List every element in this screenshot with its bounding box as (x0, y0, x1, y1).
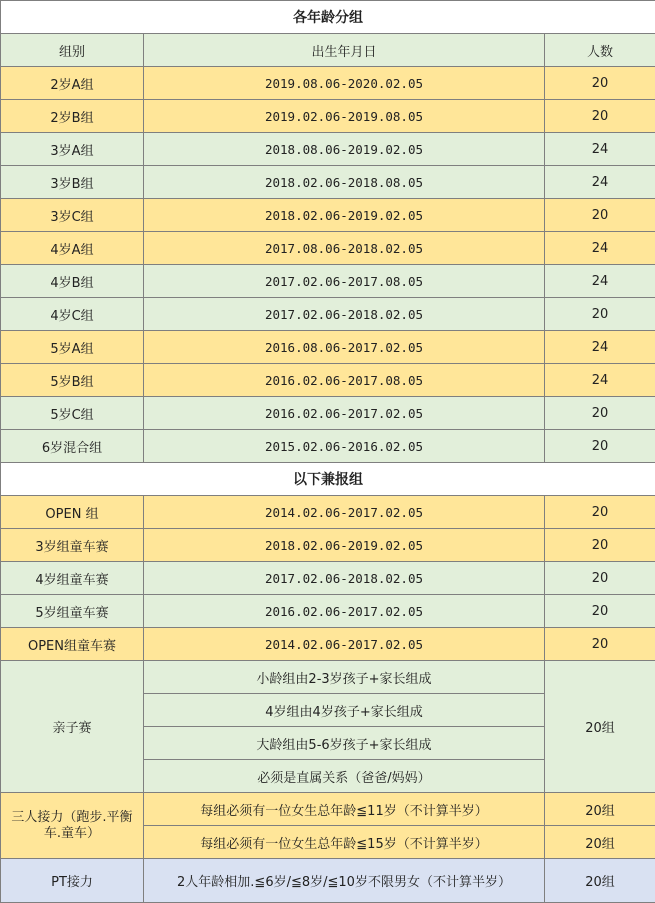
count-cell: 24 (545, 265, 655, 298)
group-cell: OPEN 组 (1, 496, 144, 529)
relay-count: 20组 (545, 826, 655, 859)
group-cell: 5岁A组 (1, 331, 144, 364)
table-row (1, 100, 655, 133)
parent-child-count: 20组 (545, 661, 655, 793)
table-row (1, 529, 655, 562)
count-cell: 24 (545, 232, 655, 265)
birth-cell: 2019.08.06-2020.02.05 (144, 67, 545, 100)
table-row (1, 430, 655, 463)
count-cell: 20 (545, 628, 655, 661)
relay-count: 20组 (545, 793, 655, 826)
section-title: 各年龄分组 (1, 1, 655, 34)
birth-cell: 2016.02.06-2017.02.05 (144, 397, 545, 430)
count-cell: 24 (545, 166, 655, 199)
count-cell: 20 (545, 397, 655, 430)
group-cell: 2岁A组 (1, 67, 144, 100)
header-group: 组别 (1, 34, 144, 67)
header-count: 人数 (545, 34, 655, 67)
count-cell: 20 (545, 298, 655, 331)
header-row (1, 34, 655, 67)
group-cell: 6岁混合组 (1, 430, 144, 463)
table-row (1, 232, 655, 265)
count-cell: 20 (545, 595, 655, 628)
relay-group: 三人接力（跑步.平衡车.童车） (1, 793, 144, 859)
table-row (1, 133, 655, 166)
table-row (1, 265, 655, 298)
section-title-row (1, 463, 655, 496)
count-cell: 20 (545, 67, 655, 100)
count-cell: 24 (545, 133, 655, 166)
relay-row (1, 793, 655, 826)
table-row (1, 496, 655, 529)
count-cell: 20 (545, 529, 655, 562)
birth-cell: 2016.08.06-2017.02.05 (144, 331, 545, 364)
parent-child-group: 亲子赛 (1, 661, 144, 793)
count-cell: 20 (545, 430, 655, 463)
table-row (1, 199, 655, 232)
group-cell: 4岁组童车赛 (1, 562, 144, 595)
parent-child-line: 4岁组由4岁孩子+家长组成 (144, 694, 545, 727)
header-birth: 出生年月日 (144, 34, 545, 67)
birth-cell: 2016.02.06-2017.02.05 (144, 595, 545, 628)
table-row (1, 628, 655, 661)
pt-row (1, 859, 655, 903)
count-cell: 20 (545, 100, 655, 133)
group-cell: 4岁B组 (1, 265, 144, 298)
birth-cell: 2015.02.06-2016.02.05 (144, 430, 545, 463)
relay-line: 每组必须有一位女生总年龄≦11岁（不计算半岁） (144, 793, 545, 826)
table-row (1, 166, 655, 199)
birth-cell: 2018.02.06-2019.02.05 (144, 529, 545, 562)
table-row (1, 397, 655, 430)
group-cell: 4岁A组 (1, 232, 144, 265)
table-row (1, 595, 655, 628)
birth-cell: 2016.02.06-2017.08.05 (144, 364, 545, 397)
birth-cell: 2014.02.06-2017.02.05 (144, 496, 545, 529)
group-cell: 4岁C组 (1, 298, 144, 331)
birth-cell: 2018.02.06-2019.02.05 (144, 199, 545, 232)
pt-desc: 2人年龄相加.≦6岁/≦8岁/≦10岁不限男女（不计算半岁） (144, 859, 545, 903)
table-row (1, 298, 655, 331)
group-cell: 5岁B组 (1, 364, 144, 397)
birth-cell: 2019.02.06-2019.08.05 (144, 100, 545, 133)
count-cell: 20 (545, 496, 655, 529)
birth-cell: 2017.08.06-2018.02.05 (144, 232, 545, 265)
group-cell: 5岁C组 (1, 397, 144, 430)
section-title-row (1, 1, 655, 34)
birth-cell: 2014.02.06-2017.02.05 (144, 628, 545, 661)
group-cell: 5岁组童车赛 (1, 595, 144, 628)
birth-cell: 2018.08.06-2019.02.05 (144, 133, 545, 166)
group-cell: 3岁组童车赛 (1, 529, 144, 562)
pt-count: 20组 (545, 859, 655, 903)
pt-group: PT接力 (1, 859, 144, 903)
count-cell: 24 (545, 364, 655, 397)
count-cell: 24 (545, 331, 655, 364)
count-cell: 20 (545, 562, 655, 595)
relay-line: 每组必须有一位女生总年龄≦15岁（不计算半岁） (144, 826, 545, 859)
group-cell: 3岁B组 (1, 166, 144, 199)
table-row (1, 331, 655, 364)
group-cell: 3岁A组 (1, 133, 144, 166)
birth-cell: 2017.02.06-2018.02.05 (144, 298, 545, 331)
section-title: 以下兼报组 (1, 463, 655, 496)
table-row (1, 67, 655, 100)
count-cell: 20 (545, 199, 655, 232)
birth-cell: 2018.02.06-2018.08.05 (144, 166, 545, 199)
parent-child-line: 大龄组由5-6岁孩子+家长组成 (144, 727, 545, 760)
birth-cell: 2017.02.06-2017.08.05 (144, 265, 545, 298)
table-row (1, 364, 655, 397)
group-cell: OPEN组童车赛 (1, 628, 144, 661)
parent-child-line: 必须是直属关系（爸爸/妈妈） (144, 760, 545, 793)
parent-child-row (1, 661, 655, 694)
table-row (1, 562, 655, 595)
parent-child-line: 小龄组由2-3岁孩子+家长组成 (144, 661, 545, 694)
group-cell: 3岁C组 (1, 199, 144, 232)
birth-cell: 2017.02.06-2018.02.05 (144, 562, 545, 595)
group-cell: 2岁B组 (1, 100, 144, 133)
